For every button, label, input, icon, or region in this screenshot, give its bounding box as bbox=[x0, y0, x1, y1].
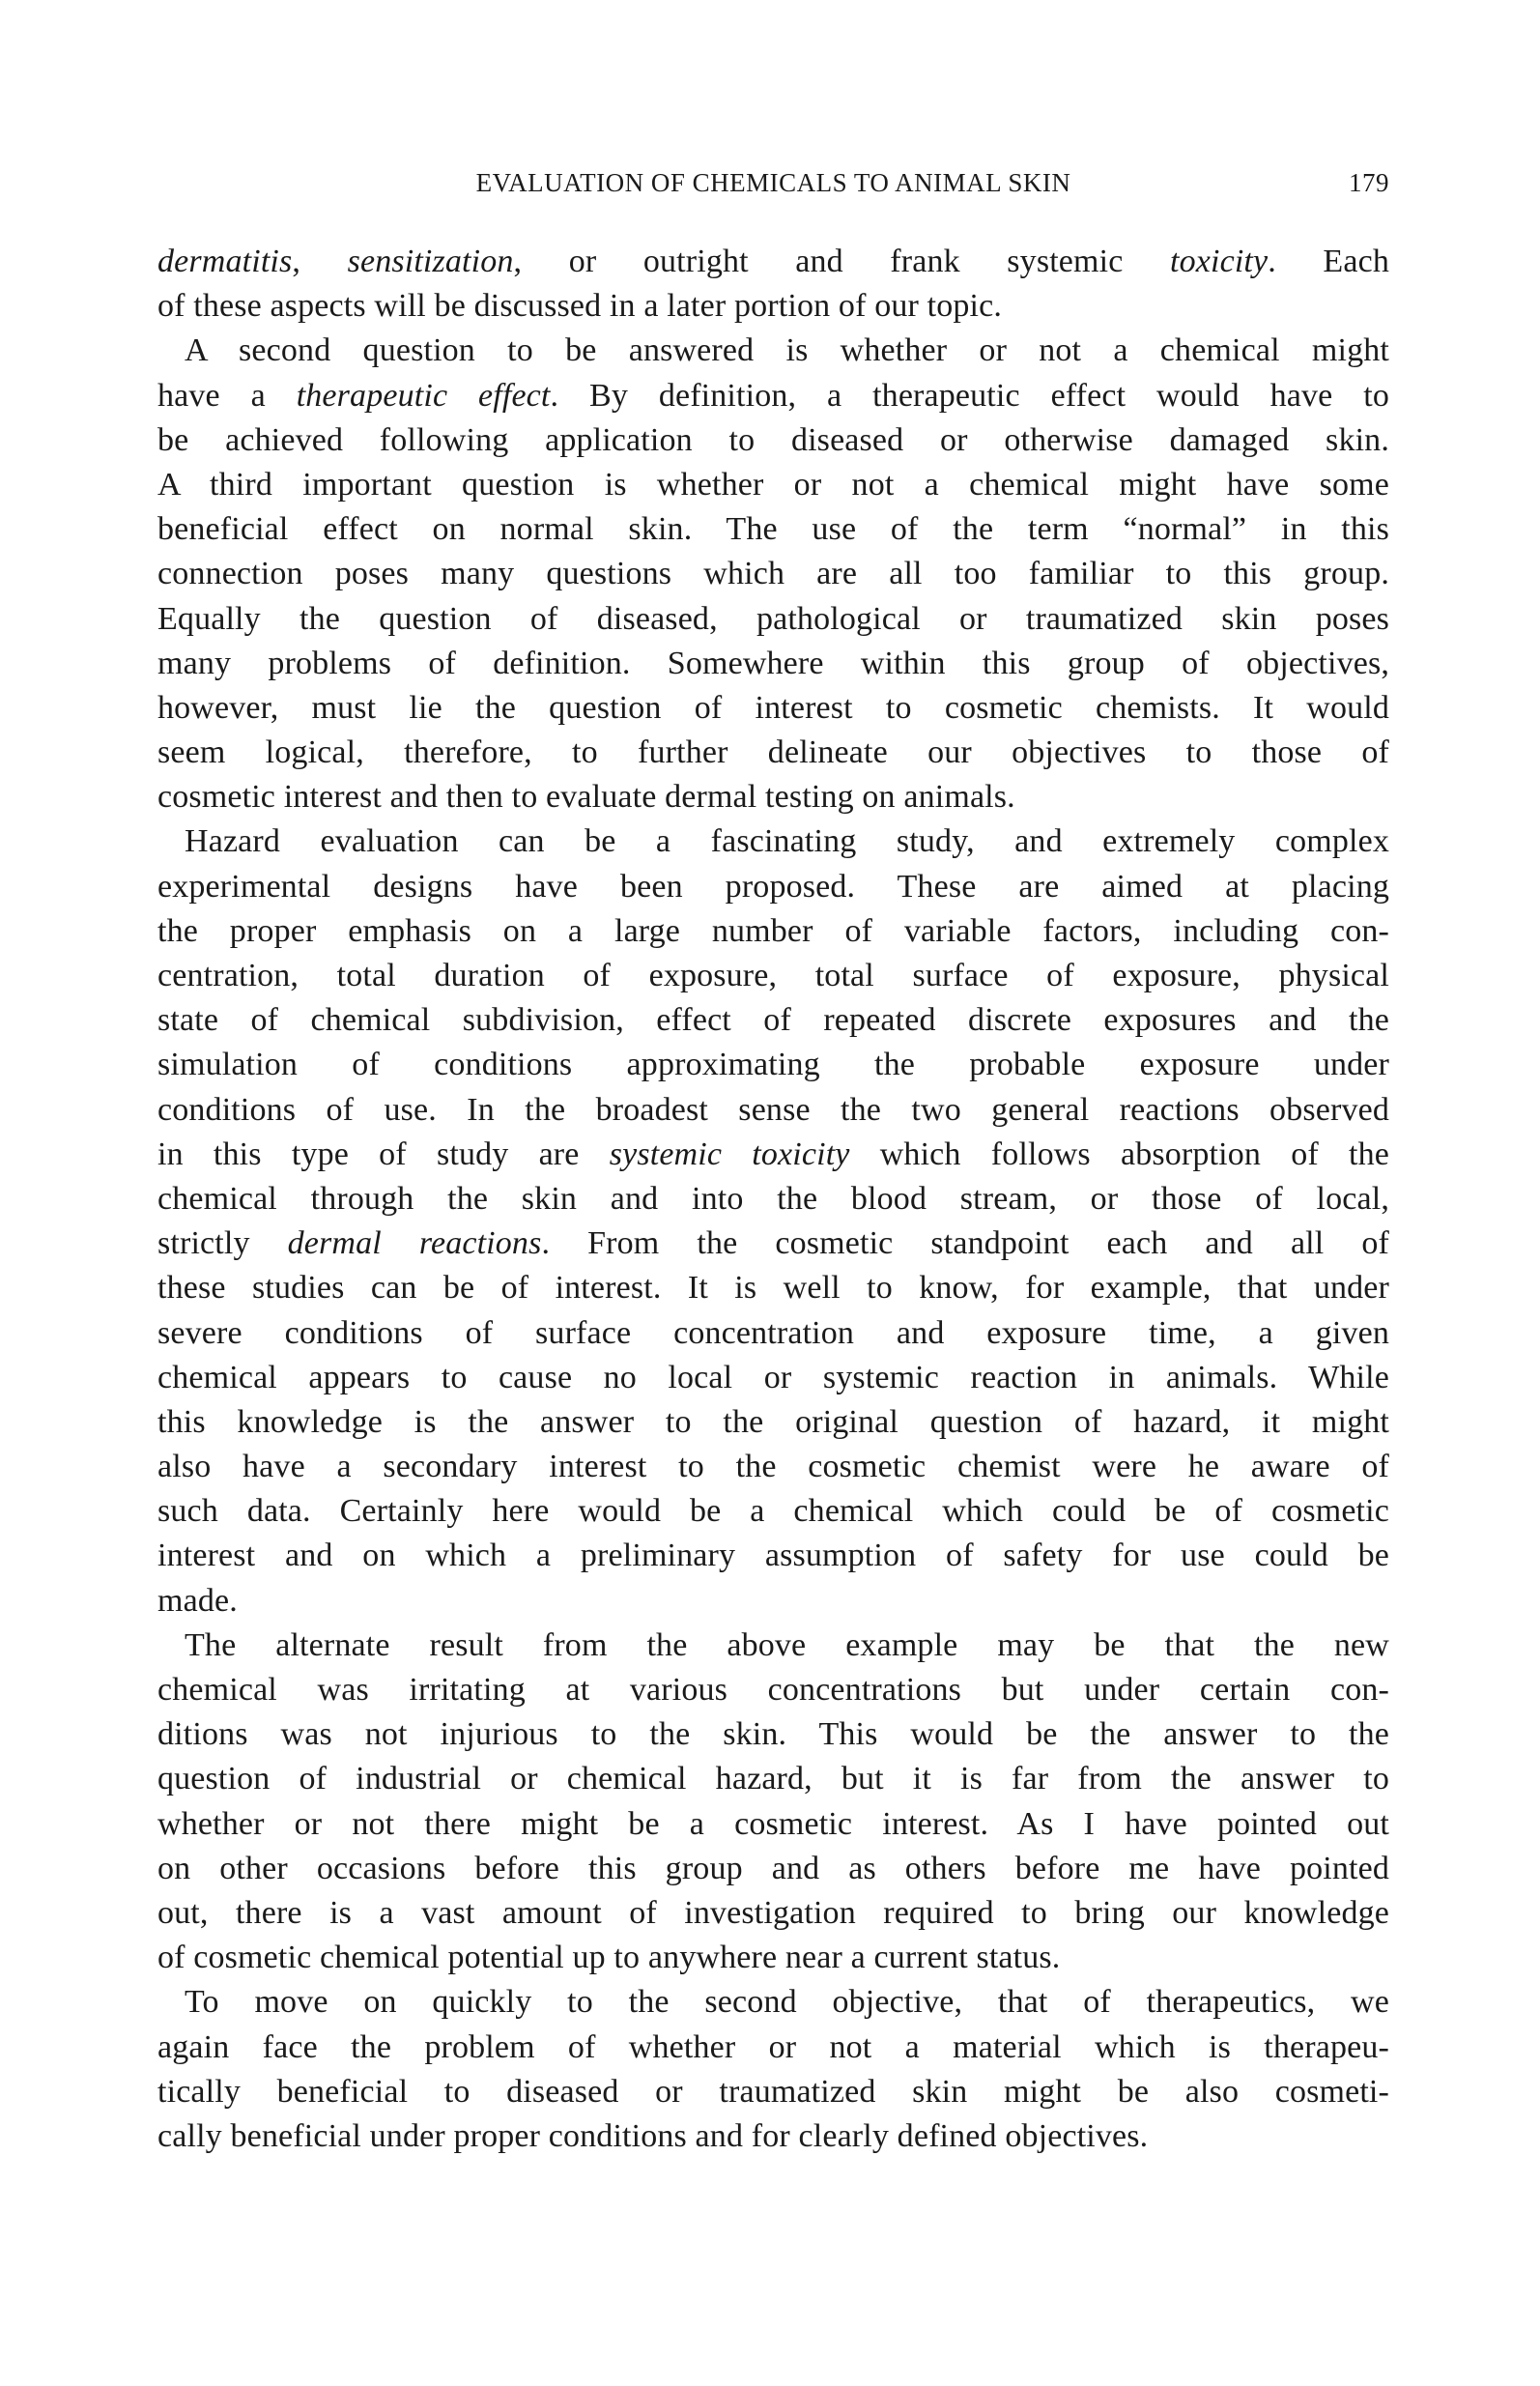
text-run: cosmetic interest and then to evaluate dermal testing on animals. bbox=[157, 779, 1015, 816]
text-run: again face the problem of whether or not a material which is therapeu- bbox=[157, 2028, 1389, 2065]
text-run: experimental designs have been proposed. These are aimed at placing bbox=[157, 868, 1389, 905]
text-line bbox=[157, 1579, 1389, 1624]
text-line bbox=[157, 1668, 1389, 1712]
text-run: severe conditions of surface concentration and exposure time, a given bbox=[157, 1314, 1389, 1351]
italic-term: toxicity bbox=[1170, 244, 1269, 279]
paragraph bbox=[157, 329, 1389, 819]
text-run: Hazard evaluation can be a fascinating study, and extremely complex bbox=[185, 823, 1389, 860]
text-line bbox=[157, 1088, 1389, 1133]
text-run: tically beneficial to diseased or traumatized skin might be also cosmeti- bbox=[157, 2073, 1389, 2110]
paragraph bbox=[157, 1624, 1389, 1981]
text-line bbox=[157, 2070, 1389, 2114]
paragraph bbox=[157, 1980, 1389, 2159]
text-line bbox=[157, 2026, 1389, 2070]
text-line bbox=[157, 1043, 1389, 1087]
paragraph bbox=[157, 819, 1389, 1623]
text-line bbox=[157, 418, 1389, 463]
text-run: many problems of definition. Somewhere within this group of objectives, bbox=[157, 645, 1389, 681]
italic-term: dermal reactions bbox=[287, 1225, 542, 1262]
text-run: have a bbox=[157, 377, 297, 414]
page-number: 179 bbox=[1349, 168, 1389, 197]
text-line bbox=[157, 1624, 1389, 1668]
text-line bbox=[157, 1757, 1389, 1801]
text-run: seem logical, therefore, to further delineate our objectives to those of bbox=[157, 734, 1389, 771]
text-line bbox=[157, 1936, 1389, 1980]
text-line bbox=[157, 1489, 1389, 1534]
text-line bbox=[157, 909, 1389, 954]
body-text bbox=[157, 240, 1389, 2159]
text-run: beneficial effect on normal skin. The use of the term “normal” in this bbox=[157, 511, 1389, 548]
text-line bbox=[157, 819, 1389, 864]
text-run: chemical appears to cause no local or systemic reaction in animals. While bbox=[157, 1359, 1389, 1395]
text-run: also have a secondary interest to the cosmetic chemist were he aware of bbox=[157, 1449, 1389, 1485]
text-line bbox=[157, 463, 1389, 507]
text-run: centration, total duration of exposure, total surface of exposure, physical bbox=[157, 958, 1389, 993]
text-line bbox=[157, 1133, 1389, 1177]
text-run: this knowledge is the answer to the original question of hazard, it might bbox=[157, 1403, 1389, 1440]
text-line bbox=[157, 1311, 1389, 1356]
text-run: Equally the question of diseased, pathological or traumatized skin poses bbox=[157, 600, 1389, 637]
text-run: whether or not there might be a cosmetic interest. As I have pointed out bbox=[157, 1805, 1389, 1842]
text-line bbox=[157, 1712, 1389, 1757]
text-run: A third important question is whether or not a chemical might have some bbox=[157, 466, 1389, 503]
text-run: conditions of use. In the broadest sense the two general reactions observed bbox=[157, 1091, 1389, 1128]
text-run: chemical was irritating at various concentrations but under certain con- bbox=[157, 1672, 1389, 1708]
text-run: interest and on which a preliminary assumption of safety for use could be bbox=[157, 1538, 1389, 1574]
text-run: be achieved following application to diseased or otherwise damaged skin. bbox=[157, 421, 1389, 458]
text-line bbox=[157, 1400, 1389, 1445]
text-line bbox=[157, 998, 1389, 1043]
text-run: however, must lie the question of interest to cosmetic chemists. It would bbox=[157, 689, 1389, 726]
text-run: on other occasions before this group and as others before me have pointed bbox=[157, 1850, 1389, 1886]
text-run: . Each bbox=[1268, 244, 1389, 279]
italic-term: sensitization bbox=[347, 244, 514, 279]
text-run: state of chemical subdivision, effect of repeated discrete exposures and the bbox=[157, 1002, 1389, 1039]
text-line bbox=[157, 329, 1389, 373]
running-header bbox=[157, 164, 1389, 203]
text-line bbox=[157, 1847, 1389, 1891]
text-line bbox=[157, 552, 1389, 596]
text-run: in this type of study are bbox=[157, 1136, 610, 1172]
text-line bbox=[157, 1534, 1389, 1578]
text-run: A second question to be answered is whether or not a chemical might bbox=[185, 332, 1389, 369]
text-run: . From the cosmetic standpoint each and all of bbox=[541, 1225, 1389, 1262]
italic-term: systemic toxicity bbox=[609, 1136, 850, 1172]
text-run: which follows absorption of the bbox=[849, 1136, 1389, 1172]
text-run: ditions was not injurious to the skin. This would be the answer to the bbox=[157, 1716, 1389, 1753]
text-run: such data. Certainly here would be a chemical which could be of cosmetic bbox=[157, 1493, 1389, 1530]
text-line bbox=[157, 1802, 1389, 1847]
text-line bbox=[157, 775, 1389, 819]
text-run: of cosmetic chemical potential up to anywhere near a current status. bbox=[157, 1940, 1061, 1976]
text-line bbox=[157, 686, 1389, 731]
text-line bbox=[157, 865, 1389, 909]
text-run: cally beneficial under proper conditions and for clearly defined objectives. bbox=[157, 2117, 1149, 2154]
text-line bbox=[157, 1445, 1389, 1489]
text-run: , bbox=[292, 244, 348, 279]
text-line bbox=[157, 954, 1389, 998]
text-run: question of industrial or chemical hazard, but it is far from the answer to bbox=[157, 1761, 1389, 1797]
italic-term: dermatitis bbox=[157, 244, 293, 279]
text-line bbox=[157, 597, 1389, 642]
text-run: strictly bbox=[157, 1225, 288, 1262]
running-title: EVALUATION OF CHEMICALS TO ANIMAL SKIN bbox=[475, 168, 1071, 197]
text-line bbox=[157, 642, 1389, 686]
text-line bbox=[157, 2114, 1389, 2159]
text-run: the proper emphasis on a large number of variable factors, including con- bbox=[157, 912, 1389, 949]
paragraph bbox=[157, 240, 1389, 329]
text-run: The alternate result from the above example may be that the new bbox=[185, 1626, 1389, 1663]
text-run: To move on quickly to the second objective, that of therapeutics, we bbox=[185, 1984, 1389, 2021]
text-line bbox=[157, 374, 1389, 418]
text-line bbox=[157, 1266, 1389, 1310]
text-run: made. bbox=[157, 1582, 238, 1619]
text-line bbox=[157, 1222, 1389, 1266]
text-run: of these aspects will be discussed in a later portion of our topic. bbox=[157, 288, 1002, 325]
text-line bbox=[157, 1356, 1389, 1400]
text-line bbox=[157, 1891, 1389, 1936]
text-run: . By definition, a therapeutic effect would have to bbox=[550, 377, 1389, 414]
text-run: these studies can be of interest. It is well to know, for example, that under bbox=[157, 1270, 1389, 1307]
text-line bbox=[157, 240, 1389, 284]
text-run: chemical through the skin and into the blood stream, or those of local, bbox=[157, 1180, 1389, 1217]
text-line bbox=[157, 731, 1389, 775]
text-line bbox=[157, 1980, 1389, 2025]
text-run: out, there is a vast amount of investigation required to bring our knowledge bbox=[157, 1894, 1389, 1931]
text-run: simulation of conditions approximating the probable exposure under bbox=[157, 1047, 1389, 1083]
text-run: connection poses many questions which are all too familiar to this group. bbox=[157, 556, 1389, 592]
text-run: , or outright and frank systemic bbox=[513, 244, 1170, 279]
text-line bbox=[157, 507, 1389, 552]
text-line bbox=[157, 284, 1389, 329]
text-line bbox=[157, 1177, 1389, 1222]
italic-term: therapeutic effect bbox=[296, 377, 551, 414]
